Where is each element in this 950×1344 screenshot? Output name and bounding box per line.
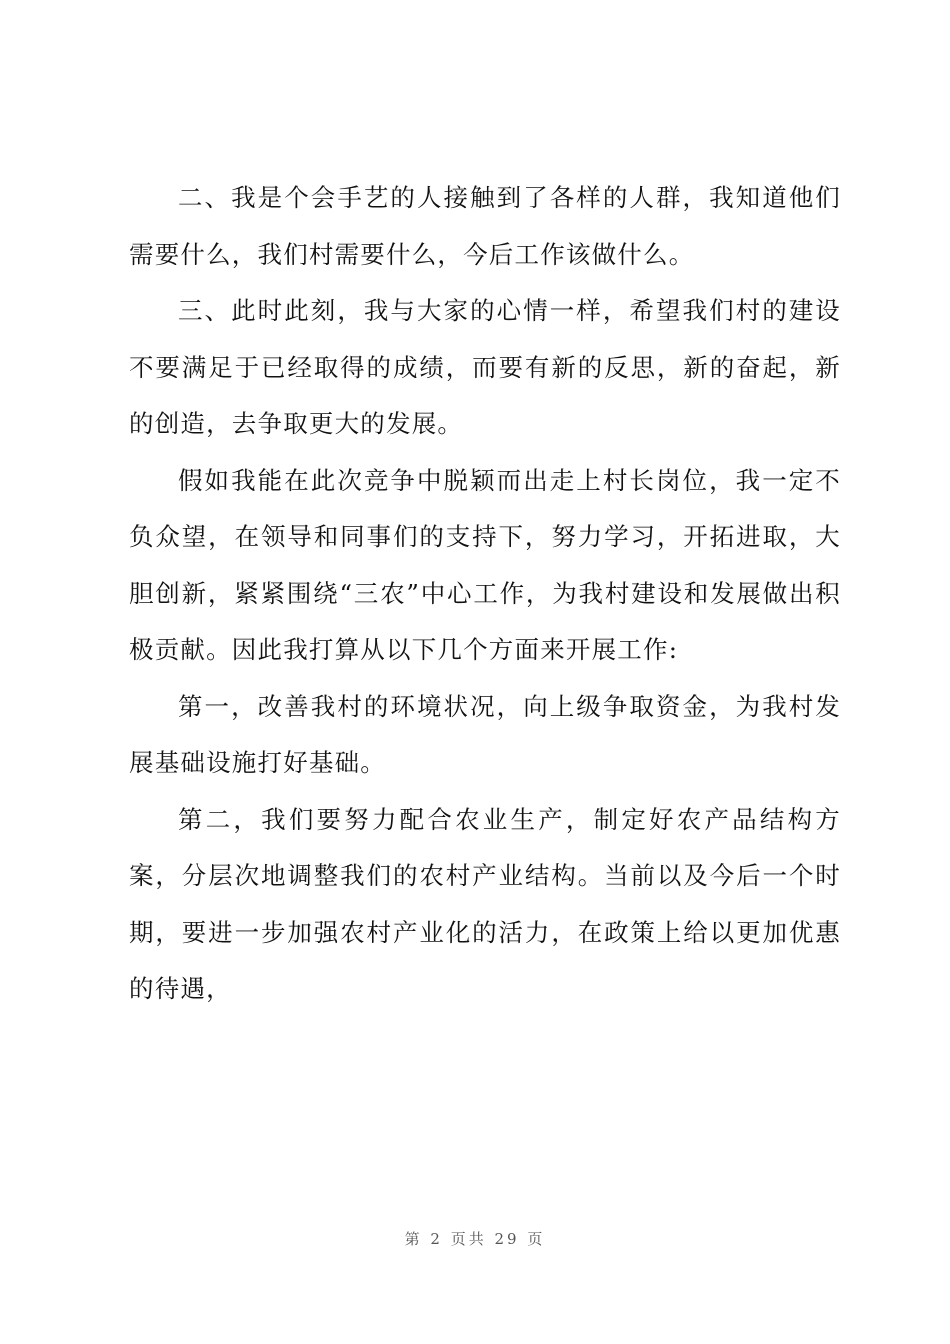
paragraph-5: 第二，我们要努力配合农业生产，制定好农产品结构方案，分层次地调整我们的农村产业结构。当前以及今后一个时期，要进一步加强农村产业化的活力，在政策上给以更加优惠的待遇， (129, 804, 841, 1003)
paragraph-3: 假如我能在此次竞争中脱颖而出走上村长岗位，我一定不负众望，在领导和同事们的支持下，努力学习，开拓进取，大胆创新，紧紧围绕“三农”中心工作，为我村建设和发展做出积极贡献。因此我打算从以下几个方面来开展工作: (129, 465, 841, 664)
page-number-label: 第 2 页共 29 页 (404, 1230, 546, 1248)
paragraph-1: 二、我是个会手艺的人接触到了各样的人群，我知道他们需要什么，我们村需要什么，今后工作该做什么。 (129, 183, 841, 269)
document-body (129, 170, 841, 1018)
page-footer (0, 1228, 950, 1249)
paragraph-4: 第一，改善我村的环境状况，向上级争取资金，为我村发展基础设施打好基础。 (129, 691, 841, 777)
paragraph-2: 三、此时此刻，我与大家的心情一样，希望我们村的建设不要满足于已经取得的成绩，而要有新的反思，新的奋起，新的创造，去争取更大的发展。 (129, 296, 841, 438)
